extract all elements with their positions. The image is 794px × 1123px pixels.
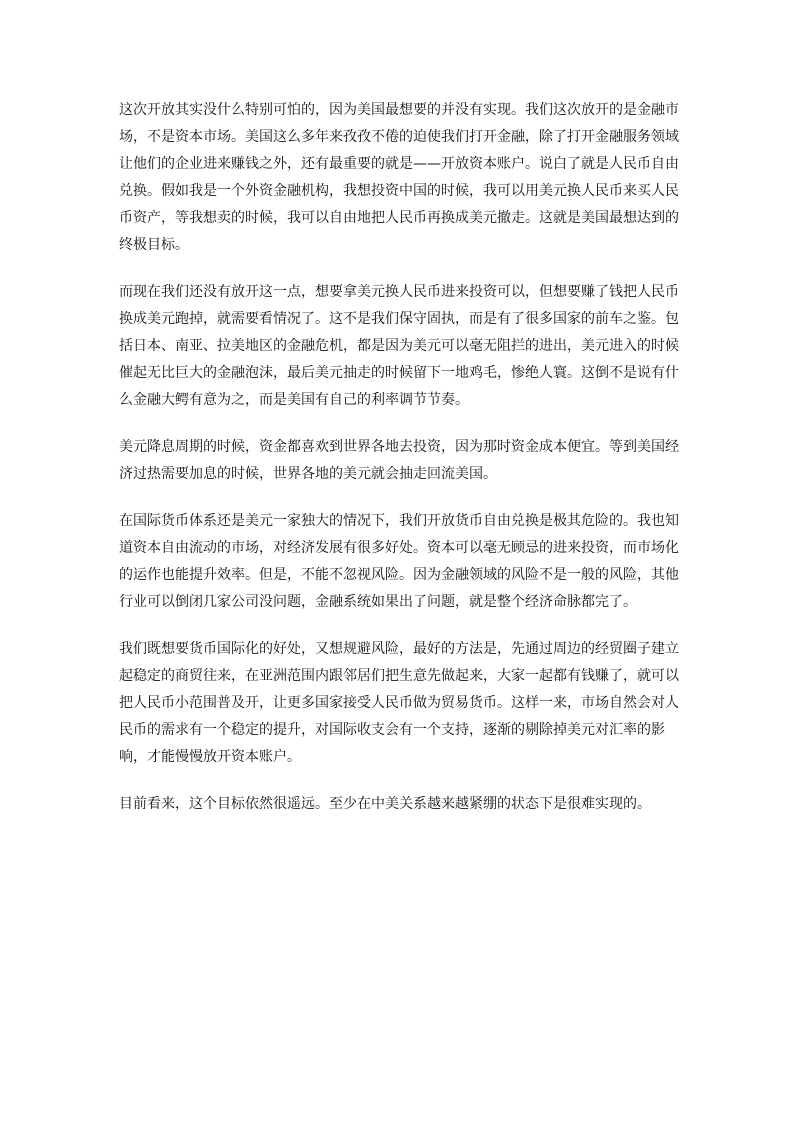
paragraph-5: 我们既想要货币国际化的好处，又想规避风险，最好的方法是，先通过周边的经贸圈子建立起稳定的商贸往来，在亚洲范围内跟邻居们把生意先做起来，大家一起都有钱赚了，就可以把人民币小范围普及开，让更多国家接受人民币做为贸易货币。这样一来，市场自然会对人民币的需求有一个稳定的提升，对国际收支会有一个支持，逐渐的剔除掉美元对汇率的影响，才能慢慢放开资本账户。 xyxy=(119,641,679,765)
paragraph-1: 这次开放其实没什么特别可怕的，因为美国最想要的并没有实现。我们这次放开的是金融市场，不是资本市场。美国这么多年来孜孜不倦的迫使我们打开金融，除了打开金融服务领域让他们的企业进来赚钱之外，还有最重要的就是——开放资本账户。说白了就是人民币自由兑换。假如我是一个外资金融机构，我想投资中国的时候，我可以用美元换人民币来买人民币资产，等我想卖的时候，我可以自由地把人民币再换成美元撤走。这就是美国最想达到的终极目标。 xyxy=(119,102,679,253)
paragraph-3: 美元降息周期的时候，资金都喜欢到世界各地去投资，因为那时资金成本便宜。等到美国经济过热需要加息的时候，世界各地的美元就会抽走回流美国。 xyxy=(119,439,679,482)
paragraph-4: 在国际货币体系还是美元一家独大的情况下，我们开放货币自由兑换是极其危险的。我也知道资本自由流动的市场，对经济发展有很多好处。资本可以毫无顾忌的进来投资，而市场化的运作也能提升效率。但是，不能不忽视风险。因为金融领域的风险不是一般的风险，其他行业可以倒闭几家公司没问题，金融系统如果出了问题，就是整个经济命脉都完了。 xyxy=(119,513,679,610)
document-body xyxy=(119,97,679,838)
paragraph-6: 目前看来，这个目标依然很遥远。至少在中美关系越来越紧绷的状态下是很难实现的。 xyxy=(119,796,651,812)
paragraph-2: 而现在我们还没有放开这一点，想要拿美元换人民币进来投资可以，但想要赚了钱把人民币换成美元跑掉，就需要看情况了。这不是我们保守固执，而是有了很多国家的前车之鉴。包括日本、南亚、拉美地区的金融危机，都是因为美元可以毫无阻拦的进出，美元进入的时候催起无比巨大的金融泡沫，最后美元抽走的时候留下一地鸡毛，惨绝人寰。这倒不是说有什么金融大鳄有意为之，而是美国有自己的利率调节节奏。 xyxy=(119,284,679,408)
